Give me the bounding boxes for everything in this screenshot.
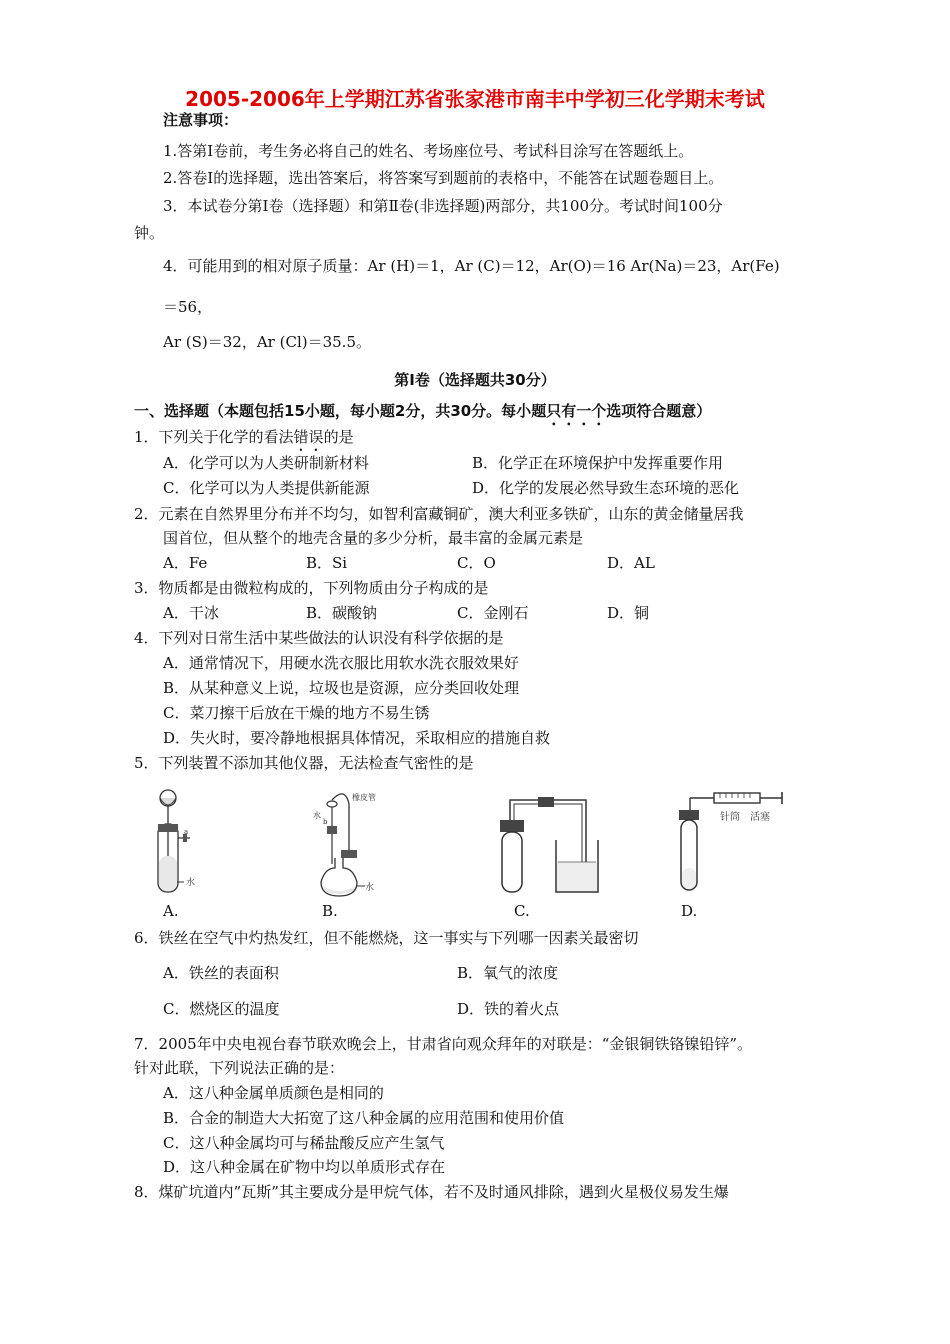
section-heading — [134, 401, 711, 429]
apparatus-a-a-mark: a — [184, 828, 189, 836]
q3-option-c: C．金刚石 — [457, 604, 529, 622]
q3-option-b: B．碳酸钠 — [306, 604, 378, 622]
exam-title: 2005-2006年上学期江苏省张家港市南丰中学初三化学期末考试 — [185, 87, 765, 111]
note-item-2: 2.答卷Ⅰ的选择题，选出答案后，将答案写到题前的表格中，不能答在试题卷题目上。 — [163, 169, 724, 187]
q1-stem-b: 的是 — [323, 428, 354, 446]
q5-option-a: A. — [163, 902, 179, 920]
note-item-4-cont: ＝56， — [163, 298, 213, 316]
note-item-4-cont2: Ar (S)＝32，Ar (Cl)＝35.5。 — [163, 333, 371, 351]
q7-option-d: D．这八种金属在矿物中均以单质形式存在 — [163, 1158, 446, 1176]
q2-option-d: D．AL — [607, 554, 655, 572]
q1-stem-a: 1．下列关于化学的看法 — [134, 428, 294, 446]
apparatus-d-figure — [670, 790, 790, 894]
apparatus-b-figure — [305, 786, 385, 898]
q2-option-c: C．O — [457, 554, 496, 572]
q5-option-d: D. — [681, 902, 698, 920]
part1-heading: 第Ⅰ卷（选择题共30分） — [394, 371, 556, 389]
q1-option-d: D．化学的发展必然导致生态环境的恶化 — [472, 479, 740, 497]
q3-stem: 3．物质都是由微粒构成的，下列物质由分子构成的是 — [134, 579, 489, 597]
q5-option-c: C. — [514, 902, 530, 920]
section-emphasis: 只有一个 — [546, 402, 607, 420]
note-item-3: 3．本试卷分第Ⅰ卷（选择题）和第Ⅱ卷(非选择题)两部分，共100分。考试时间100分 — [163, 197, 723, 215]
note-item-3-cont: 钟。 — [134, 224, 165, 242]
q1-stem-emphasis: 错误 — [293, 428, 324, 446]
apparatus-d-plunger-label: 活塞 — [750, 812, 770, 823]
note-item-4: 4．可能用到的相对原子质量：Ar (H)＝1，Ar (C)＝12，Ar(O)＝16 Ar(Na)＝23，Ar(Fe) — [163, 257, 780, 275]
q4-option-d: D．失火时，要冷静地根据具体情况，采取相应的措施自救 — [163, 729, 551, 747]
q5-stem: 5．下列装置不添加其他仪器，无法检查气密性的是 — [134, 754, 474, 772]
q3-option-a: A．干冰 — [163, 604, 219, 622]
q6-option-c: C．燃烧区的温度 — [163, 1000, 280, 1018]
apparatus-c-figure — [490, 790, 600, 896]
section-suffix: 选项符合题意） — [606, 402, 712, 420]
q3-option-d: D．铜 — [607, 604, 650, 622]
q7-stem-line2: 针对此联，下列说法正确的是： — [134, 1059, 345, 1077]
apparatus-b-rubber-tube-label: 橡皮管 — [352, 793, 376, 802]
q2-stem-line2: 国首位，但从整个的地壳含量的多少分析，最丰富的金属元素是 — [163, 529, 584, 547]
note-item-1: 1.答第Ⅰ卷前，考生务必将自己的姓名、考场座位号、考试科目涂写在答题纸上。 — [163, 142, 694, 160]
q2-stem-line1: 2．元素在自然界里分布并不均匀，如智利富藏铜矿，澳大利亚多铁矿，山东的黄金储量居我 — [134, 505, 744, 523]
q4-stem: 4．下列对日常生活中某些做法的认识没有科学依据的是 — [134, 629, 504, 647]
apparatus-d-syringe-label: 针筒 — [720, 812, 740, 823]
apparatus-b-water-label: 水 — [313, 811, 321, 820]
apparatus-b-water-label-2: 水 — [365, 883, 375, 893]
q6-option-d: D．铁的着火点 — [457, 1000, 560, 1018]
q7-option-c: C．这八种金属均可与稀盐酸反应产生氢气 — [163, 1134, 445, 1152]
q1-option-c: C．化学可以为人类提供新能源 — [163, 479, 370, 497]
apparatus-a-figure — [140, 786, 210, 898]
q6-option-b: B．氧气的浓度 — [457, 964, 559, 982]
q7-stem-line1: 7．2005年中央电视台春节联欢晚会上，甘肃省向观众拜年的对联是：“金银铜铁铬镍铅锌”。 — [134, 1035, 753, 1053]
apparatus-a-water-label: 水 — [186, 878, 196, 888]
q4-option-a: A．通常情况下，用硬水洗衣服比用软水洗衣服效果好 — [163, 654, 519, 672]
q6-option-a: A．铁丝的表面积 — [163, 964, 279, 982]
q2-option-b: B．Si — [306, 554, 348, 572]
notes-heading: 注意事项： — [163, 111, 239, 129]
q1-option-a: A．化学可以为人类研制新材料 — [163, 454, 369, 472]
q7-option-b: B．合金的制造大大拓宽了这八种金属的应用范围和使用价值 — [163, 1109, 565, 1127]
q4-option-b: B．从某种意义上说，垃圾也是资源，应分类回收处理 — [163, 679, 520, 697]
q1-option-b: B．化学正在环境保护中发挥重要作用 — [472, 454, 724, 472]
q7-option-a: A．这八种金属单质颜色是相同的 — [163, 1084, 384, 1102]
q1-stem — [134, 427, 354, 455]
q8-stem: 8．煤矿坑道内”瓦斯”其主要成分是甲烷气体，若不及时通风排除，遇到火星极仪易发生爆 — [134, 1183, 729, 1201]
q6-stem: 6．铁丝在空气中灼热发红，但不能燃烧，这一事实与下列哪一因素关最密切 — [134, 929, 639, 947]
section-prefix: 一、选择题（本题包括15小题，每小题2分，共30分。每小题 — [134, 402, 547, 420]
q4-option-c: C．菜刀擦干后放在干燥的地方不易生锈 — [163, 704, 430, 722]
q2-option-a: A．Fe — [163, 554, 208, 572]
q5-option-b: B. — [322, 902, 338, 920]
apparatus-b-b-mark: b — [323, 818, 328, 826]
